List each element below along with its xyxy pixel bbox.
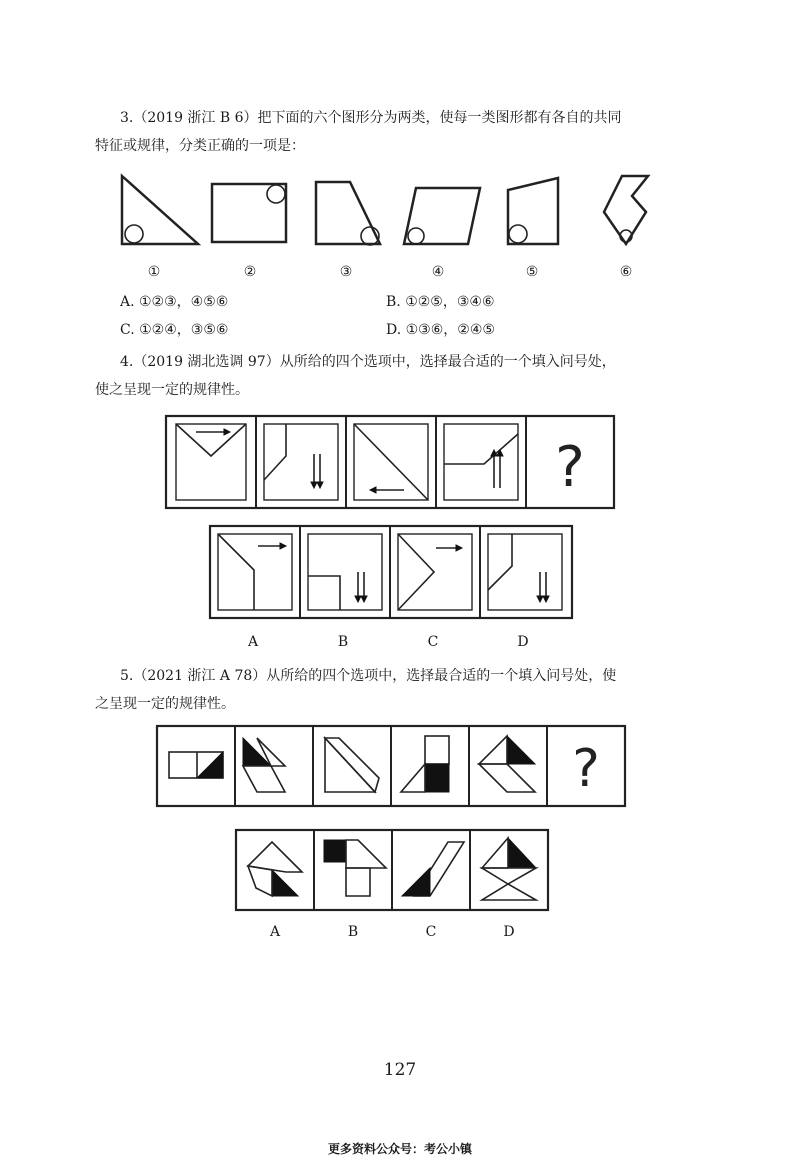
q4-stem-line2: 使之呈现一定的规律性。 [95, 382, 249, 398]
page-number: 127 [383, 1060, 417, 1080]
q3-figure-3 [316, 182, 380, 245]
q4-cell-4 [444, 424, 518, 500]
q3-figure-4 [404, 188, 480, 244]
q5-option-label-b: B [347, 924, 359, 940]
q4-question-row [166, 416, 614, 508]
q3-figure-1 [122, 176, 198, 244]
q3-figure-6 [604, 176, 648, 244]
q3-figure-label-1: ① [147, 264, 161, 280]
q4-option-label-c: C [427, 634, 439, 650]
q4-option-d-figure[interactable] [488, 534, 562, 610]
q3-figure-label-5: ⑤ [525, 264, 539, 280]
q3-figure-2 [212, 184, 286, 242]
q3-figure-label-6: ⑥ [619, 264, 633, 280]
q4-option-c-figure[interactable] [398, 534, 472, 610]
q4-question-mark: ? [555, 435, 585, 500]
q3-stem-line1: 3.（2019 浙江 B 6）把下面的六个图形分为两类，使每一类图形都有各自的共同 [120, 110, 622, 126]
q5-option-label-d: D [503, 924, 515, 940]
q4-cell-2 [264, 424, 338, 500]
q3-figure-5 [508, 178, 558, 244]
q4-stem-line1: 4.（2019 湖北选调 97）从所给的四个选项中，选择最合适的一个填入问号处， [120, 354, 616, 370]
q4-option-b-figure[interactable] [308, 534, 382, 610]
q5-stem-line1: 5.（2021 浙江 A 78）从所给的四个选项中，选择最合适的一个填入问号处，使 [120, 668, 617, 684]
q3-option-c: C. ①②④，③⑤⑥ [120, 322, 229, 338]
q3-option-b: B. ①②⑤，③④⑥ [386, 294, 495, 310]
q4-option-label-b: B [337, 634, 349, 650]
footer-watermark: 更多资料公众号：考公小镇 [327, 1142, 472, 1156]
q3-figure-label-4: ④ [431, 264, 445, 280]
q3-option-d: D. ①③⑥，②④⑤ [386, 322, 495, 338]
q3-option-a: A. ①②③，④⑤⑥ [120, 294, 229, 310]
q3-figure-label-2: ② [243, 264, 257, 280]
q3-figure-label-3: ③ [339, 264, 353, 280]
q5-options-row [236, 830, 548, 910]
q5-option-label-c: C [425, 924, 437, 940]
q5-option-label-a: A [269, 924, 281, 940]
q5-question-mark: ? [572, 739, 600, 799]
q5-question-row [157, 726, 625, 806]
q4-option-label-a: A [247, 634, 259, 650]
q3-figures [110, 170, 670, 260]
q4-cell-3 [354, 424, 428, 500]
q3-stem-line2: 特征或规律，分类正确的一项是： [95, 138, 305, 154]
q4-options-row [210, 526, 572, 618]
q4-cell-1 [176, 424, 246, 500]
q5-stem-line2: 之呈现一定的规律性。 [95, 696, 235, 712]
q4-option-a-figure[interactable] [218, 534, 292, 610]
q4-option-label-d: D [517, 634, 529, 650]
